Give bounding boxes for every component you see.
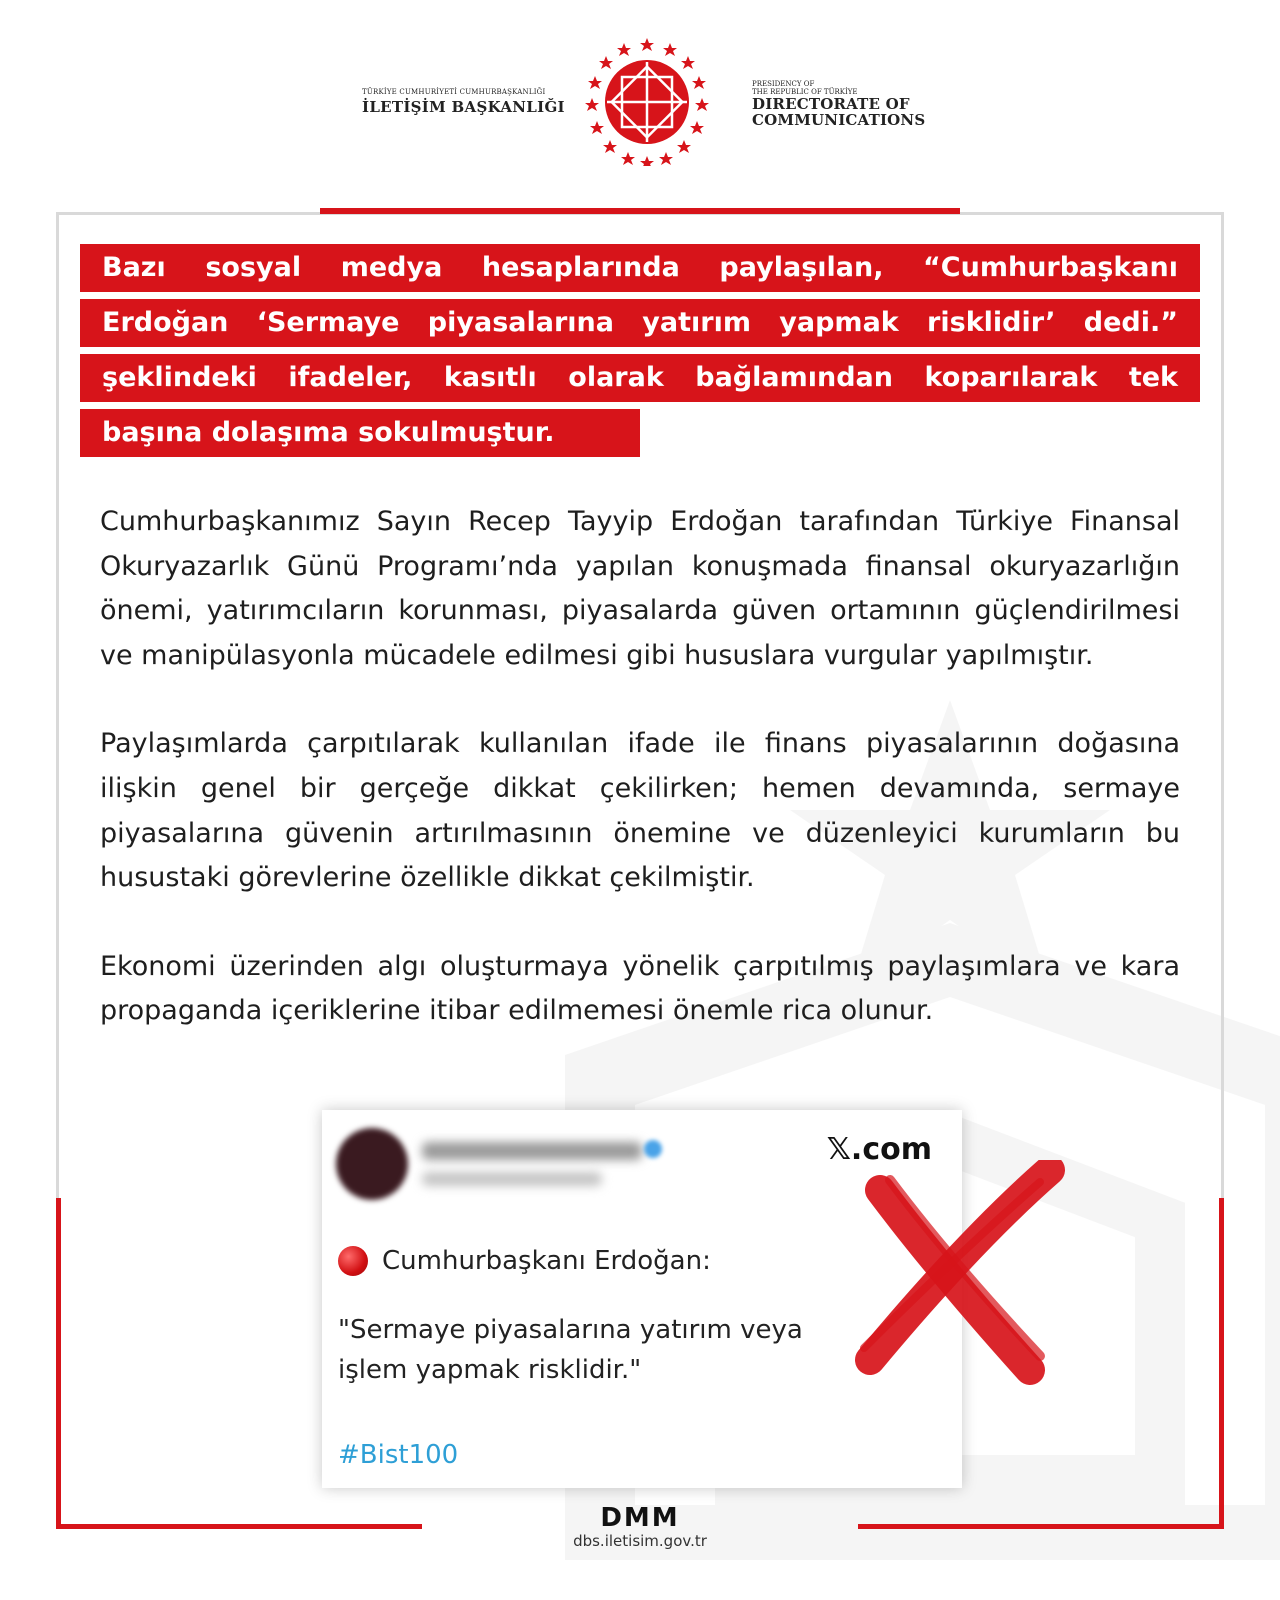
frame-right-border	[1221, 212, 1224, 1200]
frame-right-accent	[1219, 1198, 1224, 1528]
header-left-small: TÜRKİYE CUMHURİYETİ CUMHURBAŞKANLIĞI	[362, 88, 546, 96]
blurred-account-handle	[422, 1172, 602, 1186]
tweet-quote: "Sermaye piyasalarına yatırım veya işlem yapmak risklidir."	[338, 1315, 803, 1385]
footer-url: dbs.iletisim.gov.tr	[573, 1532, 707, 1550]
header	[0, 36, 1280, 176]
verified-badge-icon	[644, 1140, 662, 1158]
headline-line-4: başına dolaşıma sokulmuştur.	[80, 409, 640, 457]
dmm-logo	[570, 1504, 710, 1530]
header-right-title	[752, 80, 925, 128]
body-paragraph-1: Cumhurbaşkanımız Sayın Recep Tayyip Erdoğan tarafından Türkiye Finansal Okuryazarlık Günü Programı’nda yapılan konuşmada finansal okuryazarlığın önemi, yatırımcıların korunması, piyasalarda güven ortamının güçlendirilmesi ve manipülasyonla mücadele edilmesi gibi hususlara vurgular yapılmıştır.	[100, 506, 1180, 671]
body-paragraph-3: Ekonomi üzerinden algı oluşturmaya yönelik çarpıtılmış paylaşımlara ve kara propaganda içeriklerine itibar edilmemesi önemle rica olunur.	[100, 950, 1180, 1027]
frame-top-accent	[320, 208, 960, 214]
headline-line-2: Erdoğan ‘Sermaye piyasalarına yatırım yapmak risklidir’ dedi.”	[80, 299, 1200, 347]
dmm-logo-text: DMM	[600, 1504, 680, 1530]
headline-line-1: Bazı sosyal medya hesaplarında paylaşılan, “Cumhurbaşkanı	[80, 244, 1200, 292]
blurred-avatar	[336, 1128, 408, 1200]
frame-bottom-right-accent	[858, 1524, 1224, 1529]
header-left-big: İLETİŞİM BAŞKANLIĞI	[362, 98, 565, 116]
header-right-big-2: COMMUNICATIONS	[752, 111, 926, 129]
header-left-title	[362, 88, 565, 116]
frame-left-border	[56, 212, 59, 1200]
header-right-small-2: THE REPUBLIC OF TÜRKİYE	[752, 88, 858, 96]
blurred-account-name	[422, 1142, 642, 1160]
red-circle-icon	[338, 1246, 368, 1276]
footer	[540, 1504, 740, 1550]
body-paragraph-2: Paylaşımlarda çarpıtılarak kullanılan ifade ile finans piyasalarının doğasına ilişkin genel bir gerçeğe dikkat çekilirken; hemen devamında, sermaye piyasalarına güvenin artırılmasının önemine ve düzenleyici kurumların bu husustaki görevlerine özellikle dikkat çekilmiştir.	[100, 728, 1180, 894]
cross-mark-icon	[850, 1160, 1070, 1390]
frame-bottom-left-accent	[56, 1524, 422, 1529]
headline-line-3: şeklindeki ifadeler, kasıtlı olarak bağlamından koparılarak tek	[80, 354, 1200, 402]
frame-left-accent	[56, 1198, 61, 1528]
headline	[80, 244, 1200, 464]
statement-body	[100, 500, 1180, 1078]
tweet-source-label: 𝕏.com	[826, 1132, 932, 1167]
header-right-small-1: PRESIDENCY OF	[752, 80, 815, 88]
tweet-hashtag: #Bist100	[338, 1440, 459, 1470]
tweet-line-1	[338, 1246, 711, 1276]
presidency-seal-icon	[582, 36, 712, 166]
header-right-big-1: DIRECTORATE OF	[752, 95, 910, 113]
tweet-line-1-text: Cumhurbaşkanı Erdoğan:	[382, 1246, 711, 1276]
